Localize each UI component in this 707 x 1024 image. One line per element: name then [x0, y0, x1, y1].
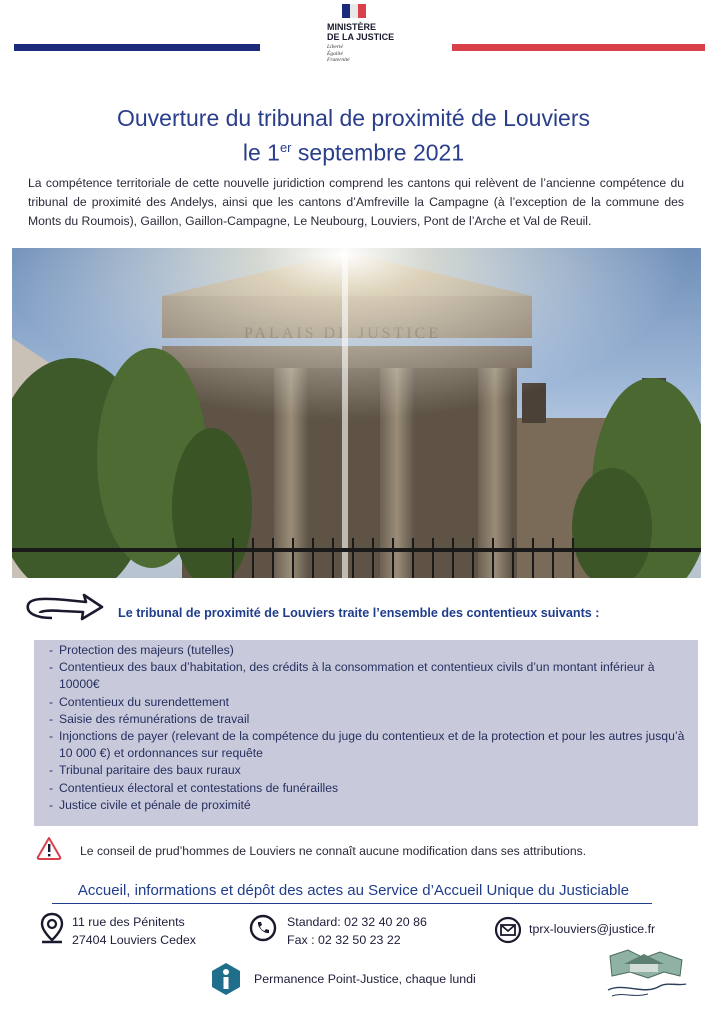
intro-paragraph: La compétence territoriale de cette nouvelle juridiction comprend les cantons qui relèvent de l’ancienne compétence du tribunal de proximité des Andelys, ainsi que les cantons d’Amfreville la Campagne (à l’exception de la commune des Monts du Roumois), Gaillon, Gaillon-Campagne, Le Neubourg, Louviers, Pont de l’Arche et Val de Reuil.	[28, 176, 684, 228]
warning-icon	[36, 836, 62, 860]
motto-liberte: Liberté	[327, 44, 343, 50]
permanence-text: Permanence Point-Justice, chaque lundi	[254, 972, 476, 986]
list-item: - Contentieux des baux d’habitation, des crédits à la consommation et contentieux civils d’un montant inférieur à 10000€	[49, 659, 689, 693]
list-item: - Contentieux du surendettement	[49, 694, 689, 711]
contentieux-heading: Le tribunal de proximité de Louviers traite l’ensemble des contentieux suivants :	[118, 606, 600, 620]
courthouse-illustration	[12, 248, 701, 578]
title-line2: le 1er septembre 2021	[242, 139, 465, 166]
phone-icon	[249, 914, 277, 942]
contentieux-list	[49, 642, 689, 814]
list-item: - Saisie des rémunérations de travail	[49, 711, 689, 728]
marianne-flag-icon	[342, 4, 366, 18]
header-bar-right	[452, 44, 705, 51]
list-item: - Justice civile et pénale de proximité	[49, 797, 689, 814]
title-line1: Ouverture du tribunal de proximité de Louviers	[116, 105, 591, 131]
logo-line2: DE LA JUSTICE	[327, 32, 395, 42]
address-line1: 11 rue des Pénitents	[72, 915, 185, 929]
list-item: - Contentieux électoral et contestations de funérailles	[49, 780, 689, 797]
header-bar-left	[14, 44, 260, 51]
phone-standard: Standard: 02 32 40 20 86	[287, 915, 427, 929]
ministry-logo	[300, 22, 410, 42]
list-item: - Tribunal paritaire des baux ruraux	[49, 762, 689, 779]
courthouse-photo	[12, 248, 701, 578]
accueil-underline	[52, 903, 652, 904]
republic-motto	[327, 44, 350, 64]
motto-fraternite: Fraternité	[327, 57, 350, 63]
curved-arrow-icon	[22, 591, 104, 625]
phone-block	[287, 913, 427, 949]
info-point-icon	[210, 962, 242, 996]
accueil-heading: Accueil, informations et dépôt des actes au Service d’Accueil Unique du Justiciable	[77, 882, 630, 899]
logo-line1: MINISTÈRE	[327, 22, 377, 32]
email-address[interactable]: tprx-louviers@justice.fr	[529, 922, 656, 936]
location-pin-icon	[38, 912, 66, 946]
evreux-logo	[604, 946, 690, 1000]
motto-egalite: Égalité	[327, 50, 343, 57]
phone-fax: Fax : 02 32 50 23 22	[287, 933, 401, 947]
address-line2: 27404 Louviers Cedex	[72, 933, 196, 947]
list-item: - Injonctions de payer (relevant de la compétence du juge du contentieux et de la protection et pour les autres jusqu’à 10 000 €) et ordonnances sur requête	[49, 728, 689, 762]
address-block	[72, 913, 196, 949]
email-icon	[494, 916, 522, 944]
list-item: - Protection des majeurs (tutelles)	[49, 642, 689, 659]
warning-text: Le conseil de prud’hommes de Louviers ne connaît aucune modification dans ses attributions.	[80, 844, 587, 858]
page-title	[0, 104, 707, 168]
